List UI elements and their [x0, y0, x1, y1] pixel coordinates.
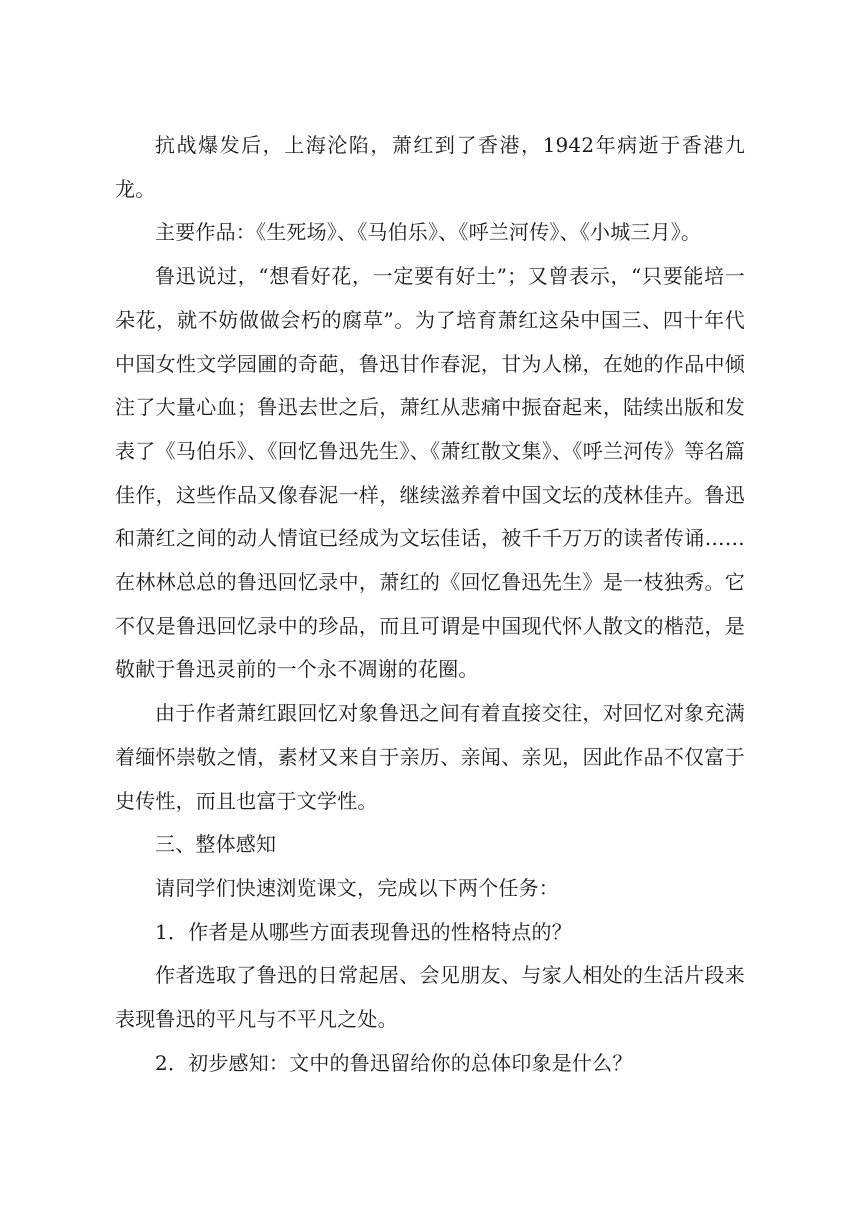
question-1: 1．作者是从哪些方面表现鲁迅的性格特点的？ — [155, 919, 572, 944]
document-body — [115, 124, 745, 1085]
question-2: 2．初步感知：文中的鲁迅留给你的总体印象是什么？ — [155, 1050, 633, 1075]
paragraph-lu-xun-support: 鲁迅说过，“想看好花，一定要有好土”；又曾表示，“只要能培一朵花，就不妨做做会朽的腐草”。为了培育萧红这朵中国三、四十年代中国女性文学园圃的奇葩，鲁迅甘作春泥，甘为人梯，在她的作品中倾注了大量心血；鲁迅去世之后，萧红从悲痛中振奋起来，陆续出版和发表了《马伯乐》、《回忆鲁迅先生》、《萧红散文集》、《呼兰河传》等名篇佳作，这些作品又像春泥一样，继续滋养着中国文坛的茂林佳卉。鲁迅和萧红之间的动人情谊已经成为文坛佳话，被千千万万的读者传诵……在林林总总的鲁迅回忆录中，萧红的《回忆鲁迅先生》是一枝独秀。它不仅是鲁迅回忆录中的珍品，而且可谓是中国现代怀人散文的楷范，是敬献于鲁迅灵前的一个永不凋谢的花圈。 — [115, 264, 745, 682]
paragraph-xiao-hong-hong-kong: 抗战爆发后，上海沦陷，萧红到了香港，1942年病逝于香港九龙。 — [115, 133, 745, 201]
paragraph-author-relationship: 由于作者萧红跟回忆对象鲁迅之间有着直接交往，对回忆对象充满着缅怀崇敬之情，素材又来自于亲历、亲闻、亲见，因此作品不仅富于史传性，而且也富于文学性。 — [115, 701, 745, 813]
answer-1: 作者选取了鲁迅的日常起居、会见朋友、与家人相处的生活片段来表现鲁迅的平凡与不平凡之处。 — [115, 963, 745, 1032]
paragraph-task-instruction: 请同学们快速浏览课文，完成以下两个任务： — [155, 875, 559, 900]
section-heading-overall-perception: 三、整体感知 — [155, 832, 277, 857]
paragraph-major-works: 主要作品：《生死场》、《马伯乐》、《呼兰河传》、《小城三月》。 — [155, 220, 702, 245]
